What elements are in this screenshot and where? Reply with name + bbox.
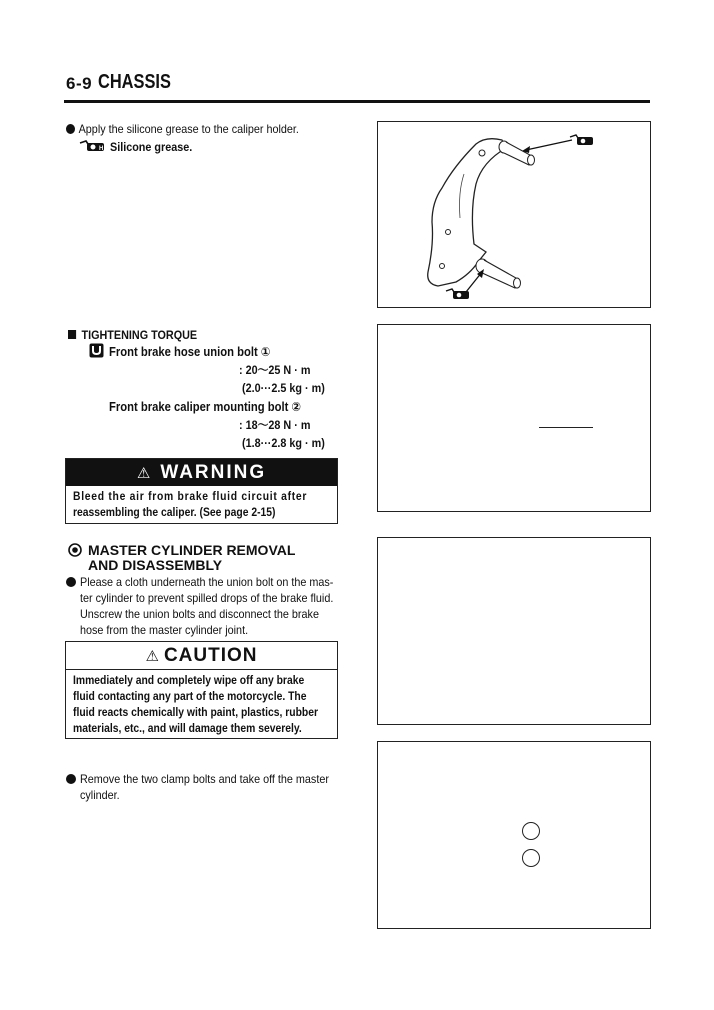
page-title: CHASSIS bbox=[98, 71, 171, 93]
torque-item2-kg: (1.8···2.8 kg · m) bbox=[242, 436, 325, 450]
torque-item2-nm: : 18～28 N · m bbox=[239, 418, 311, 432]
caution-line-3: fluid reacts chemically with paint, plastics, rubber bbox=[73, 707, 319, 719]
master-line-3: Unscrew the union bolts and disconnect the brake bbox=[80, 607, 319, 621]
callout-circle-1 bbox=[522, 822, 540, 840]
master-line-2: ter cylinder to prevent spilled drops of the brake fluid. bbox=[80, 591, 334, 605]
torque-item1: Front brake hose union bolt ① bbox=[109, 345, 271, 359]
caution-line-4: materials, etc., and will damage them severely. bbox=[73, 723, 302, 735]
caution-title: CAUTION bbox=[163, 645, 258, 666]
bullet-icon bbox=[66, 124, 75, 134]
caution-line-2: fluid contacting any part of the motorcycle. The bbox=[73, 691, 307, 703]
warning-header bbox=[66, 459, 337, 486]
section-title-line2: AND DISASSEMBLY bbox=[88, 557, 223, 573]
warning-line2: reassembling the caliper. (See page 2-15) bbox=[73, 507, 276, 519]
bullet-icon bbox=[66, 577, 76, 587]
warning-triangle-icon: ⚠ bbox=[136, 465, 151, 482]
figure-leader-line bbox=[539, 427, 593, 428]
final-line-2: cylinder. bbox=[80, 788, 120, 802]
warning-box bbox=[65, 458, 338, 524]
figure-torque bbox=[377, 324, 651, 512]
torque-heading-text: TIGHTENING TORQUE bbox=[81, 328, 198, 342]
caution-box bbox=[65, 641, 338, 739]
svg-text:H: H bbox=[99, 146, 104, 152]
caution-line-1: Immediately and completely wipe off any brake bbox=[73, 675, 305, 687]
callout-circle-2 bbox=[522, 849, 540, 867]
figure-caliper-holder bbox=[377, 121, 651, 308]
figure-clamp-bolts bbox=[377, 741, 651, 929]
torque-wrench-icon bbox=[89, 343, 104, 358]
section-title-line1: MASTER CYLINDER REMOVAL bbox=[88, 542, 296, 558]
grease-label: Silicone grease. bbox=[110, 140, 193, 154]
bullet-icon bbox=[66, 774, 76, 784]
final-line-1: Remove the two clamp bolts and take off the master bbox=[80, 772, 329, 786]
caution-triangle-icon: ⚠ bbox=[145, 648, 160, 665]
torque-item2: Front brake caliper mounting bolt ② bbox=[109, 400, 302, 414]
caution-header bbox=[66, 642, 337, 670]
target-circle-icon bbox=[68, 543, 82, 557]
master-line-1: Please a cloth underneath the union bolt on the mas- bbox=[80, 575, 334, 589]
figure-master-cylinder bbox=[377, 537, 651, 725]
torque-item1-nm: : 20～25 N · m bbox=[239, 363, 311, 377]
step-grease-text: Apply the silicone grease to the caliper holder. bbox=[78, 122, 299, 136]
grease-gun-icon bbox=[78, 138, 106, 154]
master-line-4: hose from the master cylinder joint. bbox=[80, 623, 249, 637]
torque-item1-kg: (2.0···2.5 kg · m) bbox=[242, 381, 325, 395]
page-number: 6-9 bbox=[66, 74, 93, 93]
warning-title: WARNING bbox=[160, 462, 267, 483]
header-rule bbox=[64, 100, 650, 103]
square-bullet-icon bbox=[68, 330, 76, 339]
step-grease bbox=[66, 121, 299, 137]
warning-line1: Bleed the air from brake fluid circuit after bbox=[73, 491, 308, 503]
torque-heading bbox=[68, 327, 197, 343]
